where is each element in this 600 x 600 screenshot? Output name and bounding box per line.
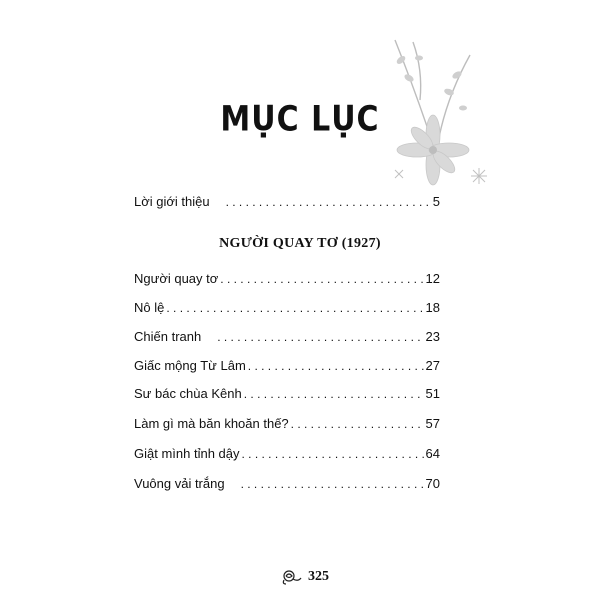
toc-entry-page: 51	[425, 386, 440, 401]
dot-leader	[248, 359, 424, 373]
toc-entry-label: Làm gì mà băn khoăn thế?	[134, 416, 289, 431]
toc-entry-label: Sư bác chùa Kênh	[134, 386, 242, 401]
toc-entry-page: 12	[425, 271, 440, 286]
toc-entry-intro[interactable]	[134, 194, 440, 214]
toc-entry-page: 18	[425, 300, 440, 315]
toc-entry[interactable]	[134, 446, 440, 466]
dot-leader	[241, 477, 424, 491]
toc-entry-page: 70	[425, 476, 440, 491]
toc-entry-page: 23	[425, 329, 440, 344]
dot-leader	[291, 417, 424, 431]
toc-entry[interactable]	[134, 271, 440, 291]
toc-entry-label: Nô lệ	[134, 300, 165, 315]
toc-entry-page: 5	[432, 194, 440, 209]
toc-entry-label: Vuông vải trắng	[134, 476, 225, 491]
dot-leader	[166, 301, 423, 315]
page-title: MỤC LỤC	[220, 99, 380, 140]
toc-entry-page: 57	[425, 416, 440, 431]
rose-icon	[280, 568, 302, 586]
toc-entry-label: Giấc mộng Từ Lâm	[134, 358, 246, 373]
toc-entry-label: Người quay tơ	[134, 271, 219, 286]
toc-entry[interactable]	[134, 358, 440, 378]
dot-leader	[217, 330, 423, 344]
dot-leader	[244, 387, 424, 401]
dot-leader	[220, 272, 423, 286]
toc-entry[interactable]	[134, 329, 440, 349]
toc-entry-page: 27	[425, 358, 440, 373]
toc-entry-page: 64	[425, 446, 440, 461]
toc-entry-label: Lời giới thiệu	[134, 194, 210, 209]
toc-entry[interactable]	[134, 476, 440, 496]
page-footer	[280, 568, 329, 586]
toc-entry[interactable]	[134, 386, 440, 406]
section-heading: NGƯỜI QUAY TƠ (1927)	[219, 236, 381, 251]
toc-entry[interactable]	[134, 300, 440, 320]
toc-entry-label: Chiến tranh	[134, 329, 202, 344]
dot-leader	[226, 195, 431, 209]
page-number: 325	[308, 569, 329, 584]
toc-entry-label: Giật mình tỉnh dậy	[134, 446, 240, 461]
toc-entry[interactable]	[134, 416, 440, 436]
dot-leader	[242, 447, 424, 461]
